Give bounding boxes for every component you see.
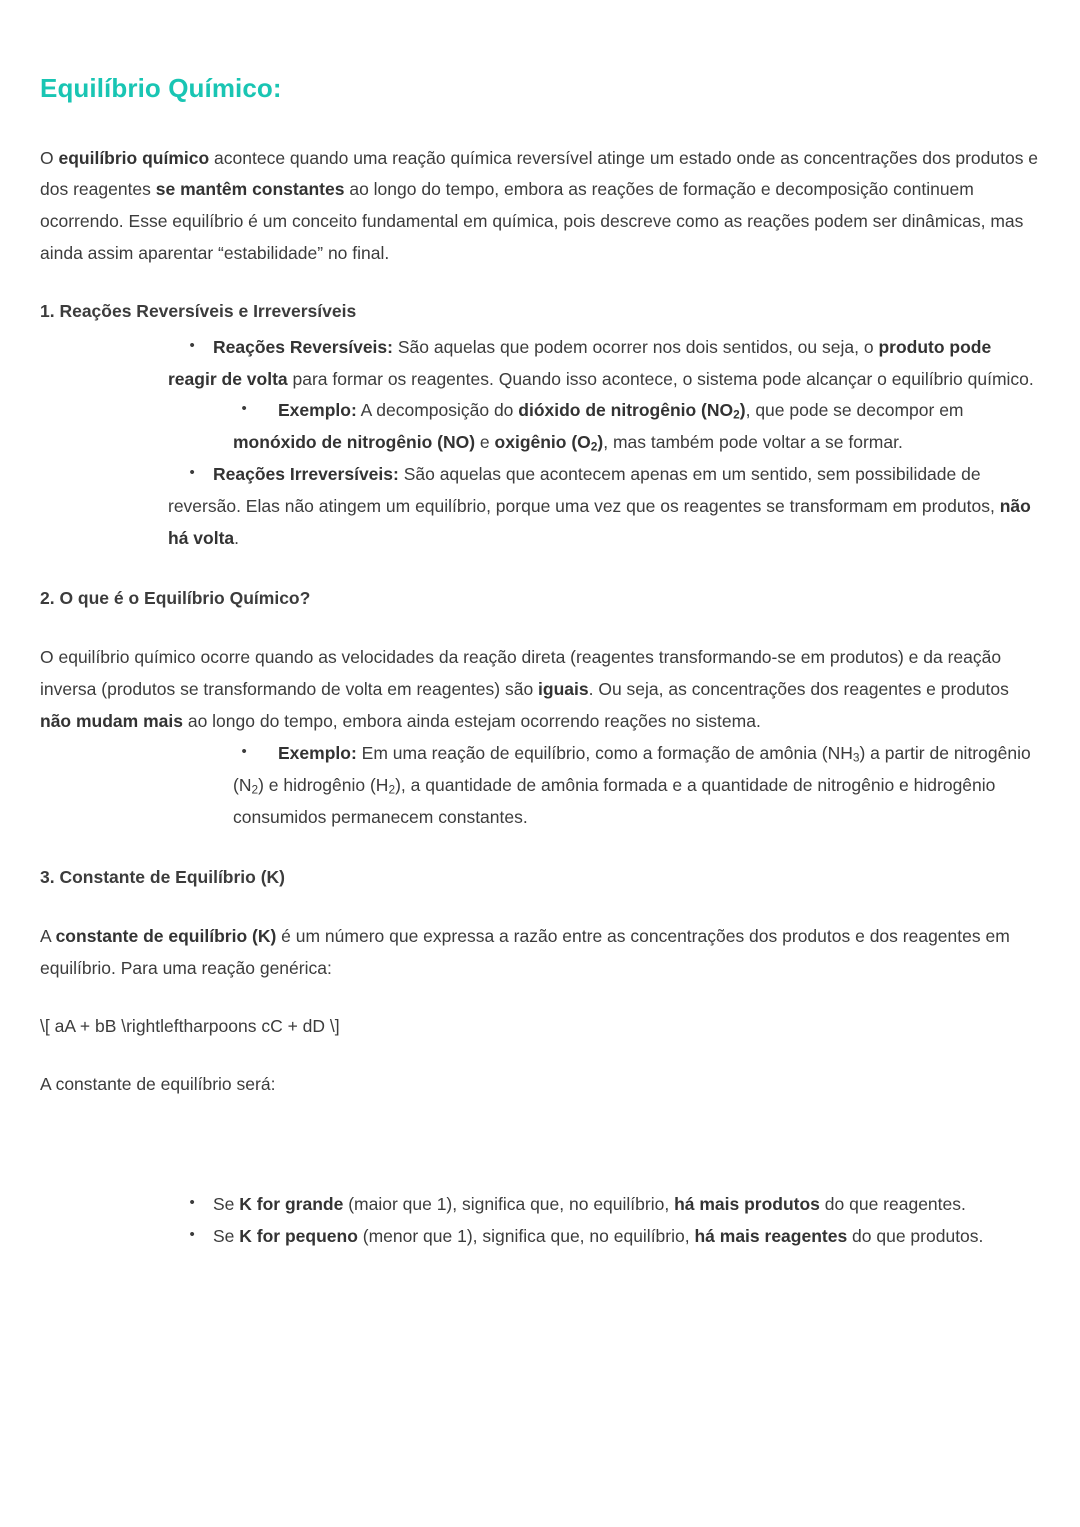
s2-text-c: ao longo do tempo, embora ainda estejam ocorrendo reações no sistema. [182,711,761,732]
intro-text-b: acontece quando uma reação química reversível atinge um estado onde as concentrações dos produtos e dos reagentes [40,147,1039,200]
spacer [40,897,1040,921]
s3b0-b: (maior que 1), significa que, no equilíbrio, [343,1193,675,1214]
list-item-lead: Reações Reversíveis: [213,336,393,357]
bullet-dot-icon: • [189,336,195,354]
list-item-body-c: e [475,432,495,453]
section-2-heading: 2. O que é o Equilíbrio Químico? [40,587,311,608]
list-item-text [233,395,1040,459]
list-item-lead: Exemplo: [278,400,357,421]
s3b1-bold-1: K for pequeno [239,1225,358,1246]
chem-close: ) [739,400,746,421]
s2-text-b: . Ou seja, as concentrações dos reagentes e produtos [588,679,1009,700]
chem-label: oxigênio (O [494,432,591,453]
s3b0-a: Se [213,1193,240,1214]
list-item [40,1189,1040,1221]
list-item-lead: Reações Irreversíveis: [213,464,399,485]
section-2 [40,583,1040,834]
list-item-text [168,1189,1040,1221]
intro-bold-2: se mantêm constantes [155,179,345,200]
s2-bold-1: iguais [538,679,589,700]
latex-equation-raw: \[ aA + bB \rightleftharpoons cC + dD \] [40,1016,340,1037]
s2-bullet-b: ) a partir de nitrogênio (N [233,743,1031,795]
list-item-nested [40,395,1040,459]
s3-text-b: é um número que expressa a razão entre as concentrações dos produtos e dos reagentes em equilíbrio. Para uma reação genérica: [40,926,1010,979]
section-1-heading: 1. Reações Reversíveis e Irreversíveis [40,300,357,321]
chem-subscript-h2: 2 [388,782,396,797]
section-3-paragraph [40,921,1040,985]
chemical-no: monóxido de nitrogênio (NO) [233,432,476,453]
list-item-text [168,459,1040,555]
s3b0-c: do que reagentes. [819,1193,966,1214]
list-item-bold-mid: produto pode reagir de volta [168,336,992,389]
chem-label: dióxido de nitrogênio (NO [518,400,734,421]
chem-subscript: 2 [733,408,740,423]
section-3-heading: 3. Constante de Equilíbrio (K) [40,866,286,887]
s2-text-a: O equilíbrio químico ocorre quando as velocidades da reação direta (reagentes transformando-se em produtos) e da reação inversa (produtos se transformando de volta em reagentes) são [40,647,1002,700]
list-item-text [233,738,1040,834]
s3b1-bold-2: há mais reagentes [694,1225,848,1246]
chem-subscript: 2 [590,439,598,454]
list-item-body-d: , mas também pode voltar a se formar. [603,432,903,453]
s2-bold-2: não mudam mais [40,711,183,732]
s3b0-bold-1: K for grande [239,1193,344,1214]
chemical-o2 [495,432,604,452]
s2-bullet-d: ), a quantidade de amônia formada e a quantidade de nitrogênio e hidrogênio consumidos permanecem constantes. [233,774,996,827]
list-item-body-a: São aquelas que podem ocorrer nos dois sentidos, ou seja, o [392,336,879,357]
list-item-body-a: A decomposição do [356,400,519,421]
intro-text-c: ao longo do tempo, embora as reações de formação e decomposição continuem ocorrendo. Esse equilíbrio é um conceito fundamental em química, pois descreve como as reações podem ser dinâmicas, mas ainda assim aparentar “estabilidade” no final. [40,179,1024,264]
list-item [40,459,1040,555]
list-item-body-b: para formar os reagentes. Quando isso acontece, o sistema pode alcançar o equilíbrio químico. [287,368,1034,389]
bullet-dot-icon: • [189,1225,195,1243]
s3b1-c: do que produtos. [847,1225,984,1246]
s3-bold-1: constante de equilíbrio (K) [55,926,277,947]
bullet-dot-icon: • [241,400,247,418]
section-1 [40,296,1040,555]
bullet-dot-icon: • [189,464,195,482]
spacer [40,618,1040,642]
list-item-bold-mid: não há volta [168,495,1031,548]
bullet-dot-icon: • [189,1193,195,1211]
list-item-text [168,1221,1040,1253]
intro-bold-1: equilíbrio químico [58,147,210,168]
list-item-nested [40,738,1040,834]
list-item-lead: Exemplo: [278,743,357,763]
s3-text-a: A [40,926,56,947]
list-item-body-b: . [234,527,240,548]
list-item-body-a: São aquelas que acontecem apenas em um sentido, sem possibilidade de reversão. Elas não atingem um equilíbrio, porque uma vez que os reagentes se transformam em produtos, [168,464,1000,516]
section-3-after-paragraph: A constante de equilíbrio será: [40,1073,276,1094]
s3b0-bold-2: há mais produtos [674,1193,820,1214]
list-item [40,1221,1040,1253]
chemical-no2 [518,400,746,423]
s3b1-b: (menor que 1), significa que, no equilíbrio, [357,1225,695,1246]
bullet-dot-icon: • [241,743,247,760]
list-item-body-b: , que pode se decompor em [745,400,964,421]
list-item-text [168,332,1040,396]
page-title: Equilíbrio Químico: [40,73,282,103]
section-2-paragraph [40,642,1040,738]
section-3 [40,862,1040,1253]
s3b1-a: Se [213,1225,240,1246]
intro-paragraph [40,143,1040,270]
list-item [40,332,1040,396]
s2-bullet-a: Em uma reação de equilíbrio, como a formação de amônia (NH [356,743,853,763]
s2-bullet-c: ) e hidrogênio (H [258,774,389,795]
chem-subscript-nh3: 3 [852,750,860,765]
chem-close: ) [597,432,604,453]
intro-text-a: O [40,147,59,168]
formula-placeholder [40,1127,1040,1189]
chem-subscript-n2: 2 [251,782,259,797]
